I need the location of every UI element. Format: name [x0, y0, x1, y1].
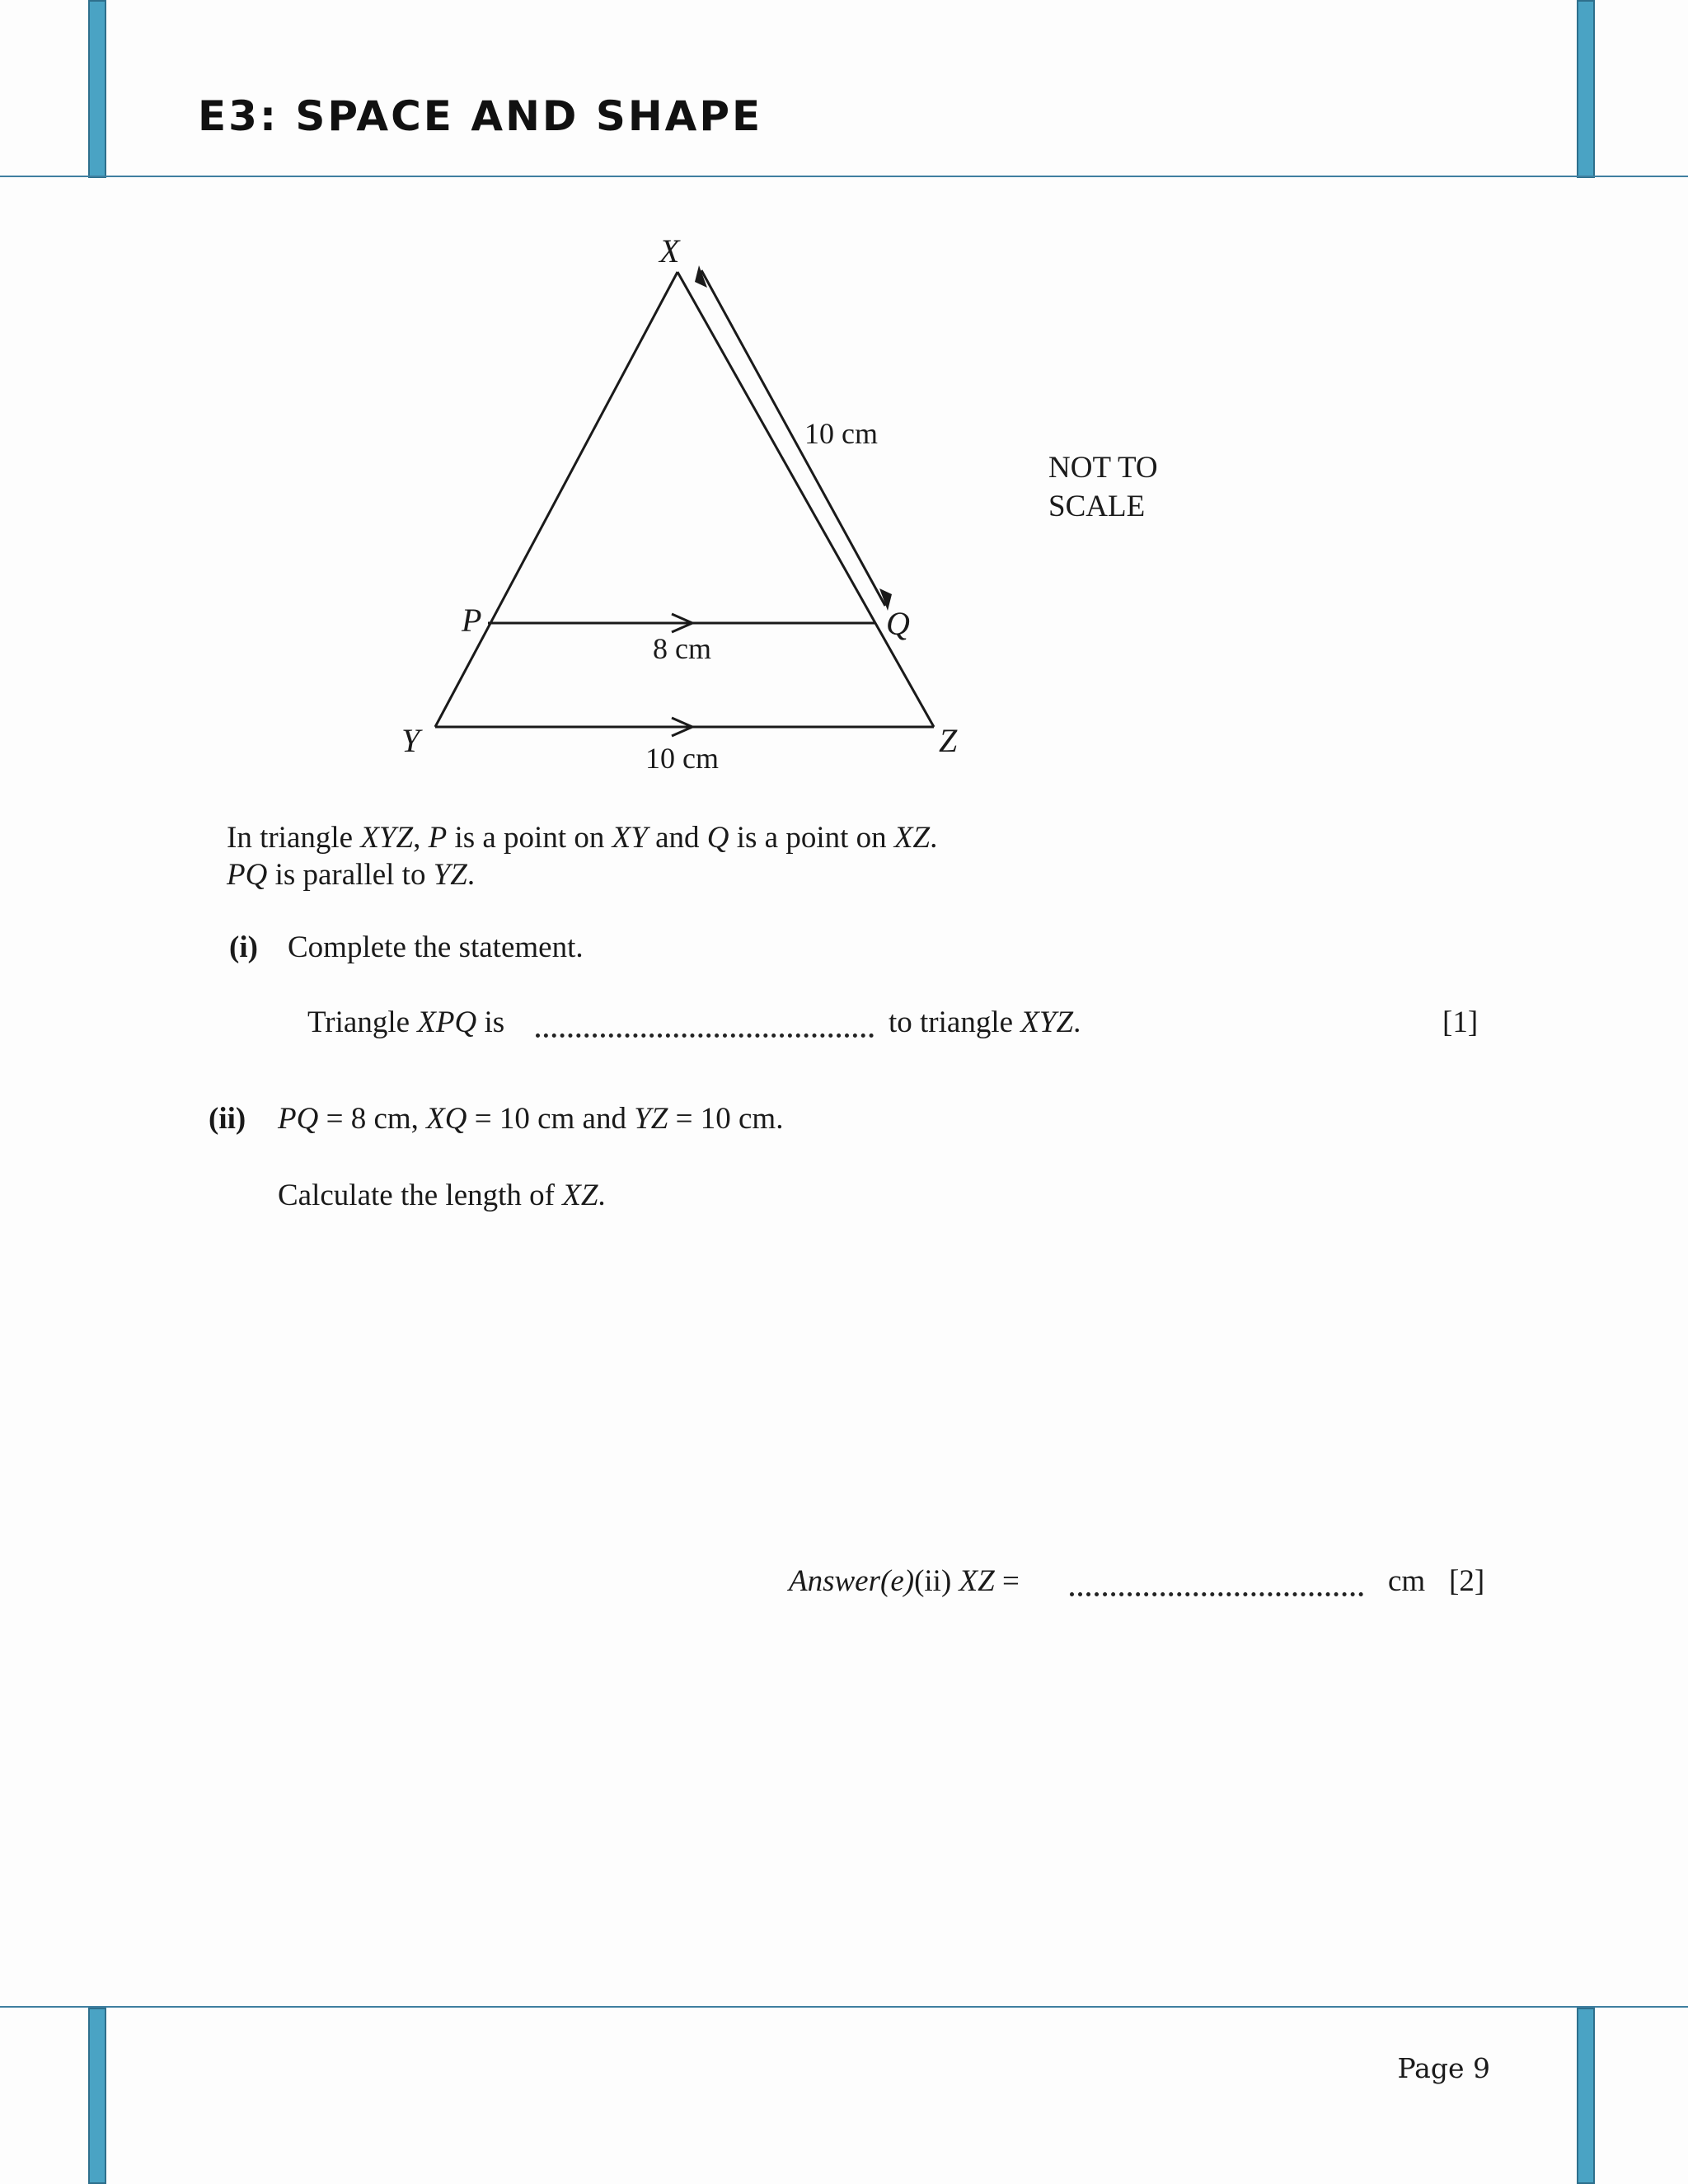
part-i-instruction: Complete the statement.	[288, 930, 584, 964]
side-xy	[435, 272, 678, 727]
part-i-label: (i)	[229, 930, 258, 964]
scale-note-line1: NOT TO	[1048, 451, 1158, 485]
length-label-pq: 8 cm	[653, 632, 711, 665]
answer-unit: cm	[1388, 1564, 1426, 1598]
part-ii-label: (ii)	[209, 1102, 246, 1136]
vertex-label-z: Z	[939, 722, 958, 759]
vertex-label-x: X	[659, 232, 680, 269]
answer-prompt: Answer(e)(ii) XZ =	[789, 1564, 1020, 1598]
answer-blank[interactable]	[1070, 1592, 1363, 1596]
vertex-label-q: Q	[886, 605, 910, 642]
page-header-title: E3: SPACE AND SHAPE	[198, 92, 763, 140]
scale-note-line2: SCALE	[1048, 490, 1146, 523]
intro-line-2: PQ is parallel to YZ.	[227, 858, 476, 892]
part-i-marks: [1]	[1442, 1005, 1479, 1039]
intro-line-1: In triangle XYZ, P is a point on XY and Q is a point on XZ.	[227, 821, 938, 855]
vertex-label-p: P	[462, 602, 482, 639]
page-number: Page 9	[1397, 2052, 1490, 2084]
part-ii-given: PQ = 8 cm, XQ = 10 cm and YZ = 10 cm.	[278, 1102, 784, 1136]
part-i-answer-blank[interactable]	[536, 1033, 874, 1038]
part-ii-marks: [2]	[1449, 1564, 1485, 1598]
part-ii-task: Calculate the length of XZ.	[278, 1179, 606, 1212]
length-label-yz: 10 cm	[645, 742, 719, 775]
part-i-statement-end: to triangle XYZ.	[889, 1005, 1081, 1039]
side-xz	[678, 272, 934, 727]
part-i-statement-start: Triangle XPQ is	[307, 1005, 505, 1039]
vertex-label-y: Y	[401, 722, 420, 759]
length-label-xq: 10 cm	[804, 417, 878, 450]
